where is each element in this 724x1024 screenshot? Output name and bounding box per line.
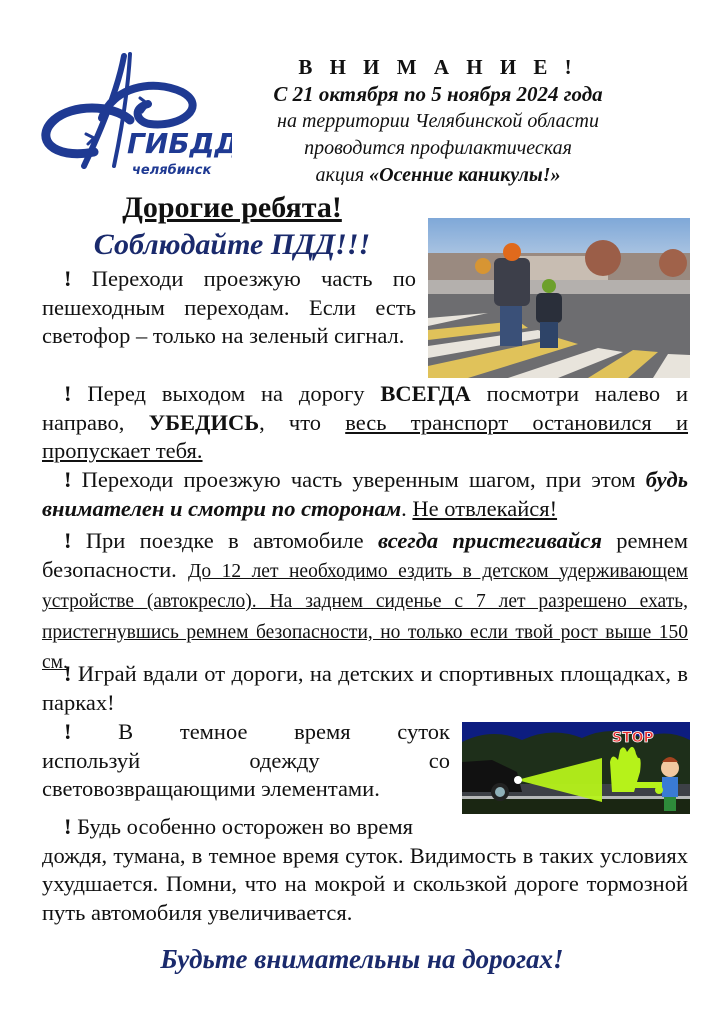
exclamation-icon: ! <box>64 814 72 839</box>
campaign-dates: С 21 октября по 5 ноября 2024 года <box>273 82 603 106</box>
svg-text:челябинск: челябинск <box>132 163 212 178</box>
rule-3: ! Переходи проезжую часть уверенным шагом, при этом будь внимателен и смотри по сторонам. Не отвлекайся! <box>42 467 689 521</box>
exclamation-icon: ! <box>64 266 72 291</box>
header-line-1: на территории Челябинской области <box>277 110 599 132</box>
rule-6: ! В темное время суток используй одежду со световозвращающими элементами. <box>42 719 450 802</box>
attention-heading: В Н И М А Н И Е ! <box>298 55 578 79</box>
exclamation-icon: ! <box>64 467 72 492</box>
svg-text:ГИБДД: ГИБДД <box>127 127 232 160</box>
rule-7: ! Будь особенно осторожен во время дождя, тумана, в темное время суток. Видимость в таких условиях ухудшается. Помни, что на мокрой и скользкой дороге тормозной путь автомобиля увеличивается. <box>42 814 688 925</box>
campaign-name: «Осенние каникулы!» <box>369 164 561 186</box>
page-title: Дорогие ребята! <box>122 191 342 224</box>
gibdd-emblem-icon <box>32 48 232 183</box>
rule-5: ! Играй вдали от дороги, на детских и спортивных площадках, в парках! <box>42 661 688 715</box>
page-subtitle: Соблюдайте ПДД!!! <box>93 228 371 261</box>
reflective-illustration <box>462 722 690 814</box>
footer-slogan: Будьте внимательны на дорогах! <box>160 944 564 974</box>
exclamation-icon: ! <box>64 719 72 744</box>
rule-4: ! При поездке в автомобиле всегда пристегивайся ремнем безопасности. До 12 лет необходимо ездить в детском удерживающем устройстве (автокресло). На заднем сиденье с 7 лет разрешено ехать, пристегнувшись ремнем безопасности, но только если твой рост выше 150 см. <box>42 528 688 674</box>
svg-text:STOP: STOP <box>612 730 654 746</box>
announcement-header <box>248 54 628 189</box>
rule-1: ! Переходи проезжую часть по пешеходным переходам. Если есть светофор – только на зеленый сигнал. <box>42 266 416 349</box>
exclamation-icon: ! <box>64 661 72 686</box>
exclamation-icon: ! <box>64 381 72 406</box>
rule-2: ! Перед выходом на дорогу ВСЕГДА посмотри налево и направо, УБЕДИСЬ, что весь транспорт остановился и пропускает тебя. <box>42 381 689 464</box>
exclamation-icon: ! <box>64 528 72 553</box>
gibdd-logo <box>32 48 232 183</box>
crosswalk-photo <box>428 218 690 378</box>
header-line-2: проводится профилактическая <box>304 137 572 159</box>
header-line-3: акция «Осенние каникулы!» <box>315 164 561 186</box>
